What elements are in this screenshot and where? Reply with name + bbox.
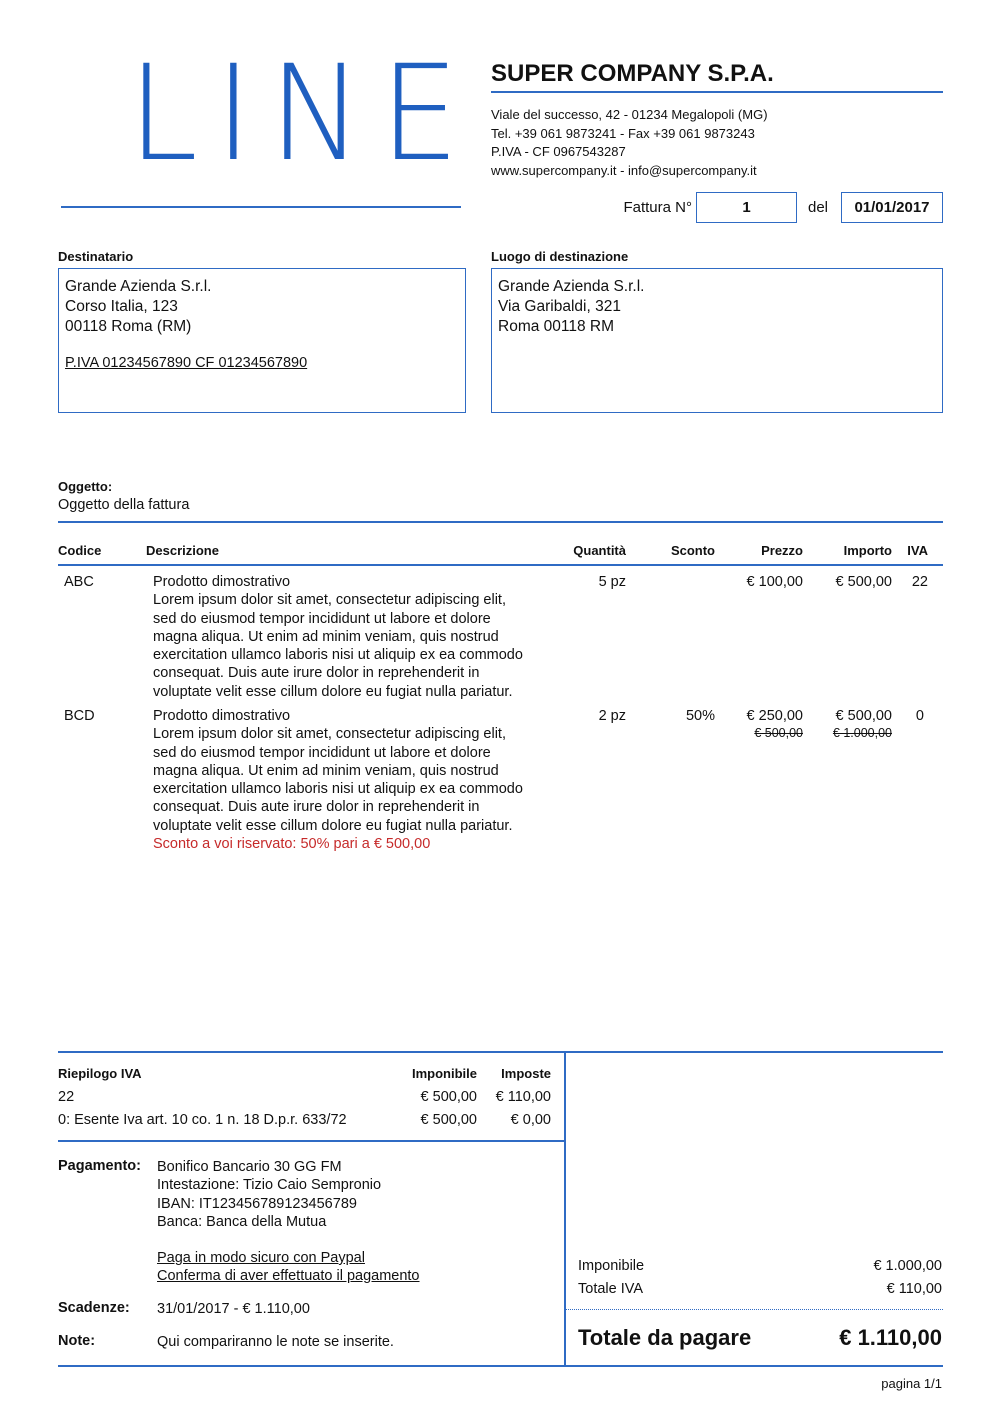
row-description (153, 707, 553, 853)
company-vat: P.IVA - CF 0967543287 (491, 144, 626, 159)
vat-rate-name: 22 (58, 1089, 75, 1105)
payment-label: Pagamento: (58, 1158, 141, 1174)
total-due-label: Totale da pagare (578, 1325, 752, 1350)
company-web: www.supercompany.it - info@supercompany.it (491, 162, 757, 178)
col-price-header: Prezzo (761, 543, 803, 558)
company-name: SUPER COMPANY S.P.A. (491, 60, 774, 87)
company-phone: Tel. +39 061 9873241 - Fax +39 061 9873243 (491, 125, 755, 141)
company-divider (491, 91, 943, 93)
row-title: Prodotto dimostrativo (153, 574, 291, 590)
vat-taxable-value: € 500,00 (420, 1112, 477, 1128)
col-quantity-header: Quantità (573, 543, 626, 558)
vat-tax-value: € 110,00 (495, 1089, 551, 1105)
row-price: € 250,00 (746, 708, 803, 724)
col-amount-header: Importo (843, 543, 892, 558)
table-header-divider (58, 564, 943, 566)
invoice-number-label: Fattura N° (623, 199, 692, 216)
due-label: Scadenze: (58, 1300, 130, 1316)
row-desc-line: magna aliqua. Ut enim ad minim veniam, quis nostrud (153, 762, 499, 779)
notes-label: Note: (58, 1333, 96, 1349)
recipient-box (58, 268, 466, 413)
row-desc-line: voluptate velit esse cillum dolore eu fugiat nulla pariatur. (153, 817, 513, 834)
row-title: Prodotto dimostrativo (153, 708, 291, 724)
recipient-name: Grande Azienda S.r.l. (65, 278, 212, 295)
payment-holder: Intestazione: Tizio Caio Sempronio (157, 1177, 382, 1194)
totals-vat-label: Totale IVA (578, 1281, 644, 1297)
row-desc-line: magna aliqua. Ut enim ad minim veniam, quis nostrud (153, 628, 499, 645)
row-desc-line: exercitation ullamco laboris nisi ut aliquip ex ea commodo (153, 781, 523, 798)
payment-details (157, 1158, 381, 1231)
destination-name: Grande Azienda S.r.l. (498, 278, 645, 295)
company-logo: LINE (128, 37, 477, 191)
row-amount-old: € 1.000,00 (832, 726, 892, 740)
col-discount-header: Sconto (670, 543, 715, 558)
destination-box (491, 268, 943, 413)
invoice-date: 01/01/2017 (854, 199, 930, 216)
summary-vertical-divider (564, 1051, 566, 1366)
row-discount: 50% (685, 708, 715, 724)
row-desc-line: consequat. Duis aute irure dolor in reprehenderit in (153, 799, 480, 816)
row-desc-line: consequat. Duis aute irure dolor in reprehenderit in (153, 665, 480, 682)
row-quantity: 2 pz (598, 708, 626, 724)
summary-bottom-divider (58, 1365, 943, 1367)
destination-label: Luogo di destinazione (491, 249, 629, 264)
company-address: Viale del successo, 42 - 01234 Megalopoli (MG) (491, 107, 768, 122)
vat-tax-header: Imposte (501, 1066, 551, 1081)
recipient-street: Corso Italia, 123 (65, 298, 178, 315)
row-desc-line: Lorem ipsum dolor sit amet, consectetur adipiscing elit, (153, 726, 506, 743)
invoice-number-box (696, 192, 797, 223)
totals-taxable-label: Imponibile (578, 1258, 645, 1274)
subject-label: Oggetto: (58, 479, 113, 494)
row-desc-line: voluptate velit esse cillum dolore eu fugiat nulla pariatur. (153, 683, 513, 700)
col-vat-header: IVA (907, 543, 928, 558)
vat-rate-name: 0: Esente Iva art. 10 co. 1 n. 18 D.p.r. 633/72 (58, 1112, 347, 1128)
row-discount-note: Sconto a voi riservato: 50% pari a € 500,00 (153, 836, 431, 853)
invoice-date-label: del (808, 199, 829, 216)
col-code-header: Codice (58, 543, 102, 558)
vat-taxable-header: Imponibile (412, 1066, 477, 1081)
row-amount: € 500,00 (835, 574, 892, 590)
vat-taxable-value: € 500,00 (420, 1089, 477, 1105)
row-desc-line: Lorem ipsum dolor sit amet, consectetur adipiscing elit, (153, 592, 506, 609)
row-desc-line: sed do eiusmod tempor incididunt ut labore et dolore (153, 610, 491, 627)
vat-summary-label: Riepilogo IVA (58, 1066, 142, 1081)
row-vat: 22 (911, 574, 928, 590)
row-price: € 100,00 (746, 574, 803, 590)
payment-iban: IBAN: IT123456789123456789 (157, 1195, 357, 1212)
totals-dotted-divider (565, 1309, 943, 1310)
company-details (491, 106, 768, 180)
invoice-number: 1 (742, 199, 751, 216)
notes-value: Qui compariranno le note se inserite. (157, 1334, 394, 1350)
due-value: 31/01/2017 - € 1.110,00 (157, 1301, 310, 1317)
destination-city: Roma 00118 RM (498, 318, 615, 335)
recipient-tax-ids: P.IVA 01234567890 CF 01234567890 (65, 355, 308, 371)
row-vat: 0 (915, 708, 924, 724)
totals-taxable-value: € 1.000,00 (873, 1258, 942, 1274)
payment-bank: Banca: Banca della Mutua (157, 1213, 327, 1230)
row-amount: € 500,00 (835, 708, 892, 724)
destination-street: Via Garibaldi, 321 (498, 298, 621, 315)
subject-text: Oggetto della fattura (58, 497, 190, 513)
logo-divider (61, 206, 461, 208)
paypal-link[interactable]: Paga in modo sicuro con Paypal (157, 1250, 365, 1266)
row-description (153, 573, 553, 701)
row-desc-line: sed do eiusmod tempor incididunt ut labore et dolore (153, 744, 491, 761)
row-code: ABC (64, 574, 94, 590)
page-number: pagina 1/1 (881, 1376, 942, 1391)
row-code: BCD (64, 708, 95, 724)
row-price-old: € 500,00 (754, 726, 803, 740)
subject-divider (58, 521, 943, 523)
recipient-label: Destinatario (58, 249, 134, 264)
row-quantity: 5 pz (598, 574, 626, 590)
totals-vat-value: € 110,00 (886, 1281, 942, 1297)
confirm-payment-link[interactable]: Conferma di aver effettuato il pagamento (157, 1268, 420, 1284)
col-description-header: Descrizione (146, 543, 219, 558)
vat-summary-divider (58, 1140, 565, 1142)
summary-top-divider (58, 1051, 943, 1053)
vat-tax-value: € 0,00 (510, 1112, 551, 1128)
payment-method: Bonifico Bancario 30 GG FM (157, 1159, 342, 1175)
invoice-date-box (841, 192, 943, 223)
row-desc-line: exercitation ullamco laboris nisi ut aliquip ex ea commodo (153, 647, 523, 664)
total-due-value: € 1.110,00 (839, 1325, 942, 1350)
recipient-city: 00118 Roma (RM) (65, 318, 192, 335)
